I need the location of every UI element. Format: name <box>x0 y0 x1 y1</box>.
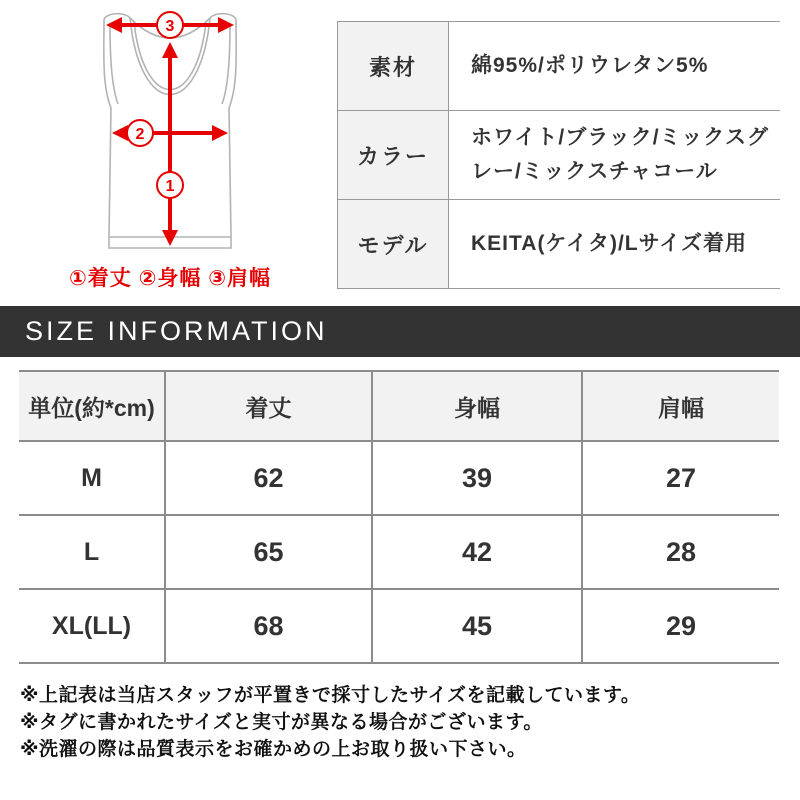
size-xl-length: 68 <box>165 589 372 663</box>
product-spec-table <box>337 21 780 289</box>
size-m-shoulder: 27 <box>582 441 779 515</box>
size-l-width: 42 <box>372 515 582 589</box>
product-measurement-section <box>0 0 800 306</box>
size-row-l <box>19 515 779 589</box>
size-name-l: L <box>19 515 165 589</box>
tank-top-illustration <box>38 0 302 258</box>
size-l-shoulder: 28 <box>582 515 779 589</box>
spec-value-model: KEITA(ケイタ)/Lサイズ着用 <box>449 200 781 289</box>
banner-title: SIZE INFORMATION <box>25 316 328 346</box>
spec-label-model: モデル <box>338 200 449 289</box>
note-line: ※上記表は当店スタッフが平置きで採寸したサイズを記載しています。 <box>20 685 641 706</box>
size-row-xl <box>19 589 779 663</box>
measurement-label-2 <box>127 120 153 146</box>
size-xl-shoulder: 29 <box>582 589 779 663</box>
spec-value-color: ホワイト/ブラック/ミックスグレー/ミックスチャコール <box>449 111 781 200</box>
spec-row-color <box>338 111 781 200</box>
size-col-header-shoulder: 肩幅 <box>582 371 779 441</box>
size-col-header-width: 身幅 <box>372 371 582 441</box>
size-xl-width: 45 <box>372 589 582 663</box>
size-l-length: 65 <box>165 515 372 589</box>
svg-text:3: 3 <box>165 18 175 35</box>
measurement-label-1 <box>157 172 183 198</box>
size-chart-table <box>19 370 779 664</box>
size-col-header-length: 着丈 <box>165 371 372 441</box>
size-row-m <box>19 441 779 515</box>
spec-row-model <box>338 200 781 289</box>
measurement-notes <box>20 682 800 763</box>
svg-text:1: 1 <box>165 178 175 195</box>
size-m-length: 62 <box>165 441 372 515</box>
size-name-xl: XL(LL) <box>19 589 165 663</box>
size-col-header-unit: 単位(約*cm) <box>19 371 165 441</box>
spec-label-material: 素材 <box>338 22 449 111</box>
spec-label-color: カラー <box>338 111 449 200</box>
size-name-m: M <box>19 441 165 515</box>
diagram-caption: ①着丈 ②身幅 ③肩幅 <box>68 267 271 290</box>
size-table-header-row <box>19 371 779 441</box>
svg-text:2: 2 <box>135 126 145 143</box>
size-m-width: 39 <box>372 441 582 515</box>
note-line: ※タグに書かれたサイズと実寸が異なる場合がございます。 <box>20 712 543 733</box>
spec-value-material: 綿95%/ポリウレタン5% <box>449 22 781 111</box>
measurement-diagram <box>38 0 302 292</box>
size-information-banner <box>0 306 800 357</box>
note-line: ※洗濯の際は品質表示をお確かめの上お取り扱い下さい。 <box>20 739 527 760</box>
spec-row-material <box>338 22 781 111</box>
measurement-label-3 <box>157 12 183 38</box>
